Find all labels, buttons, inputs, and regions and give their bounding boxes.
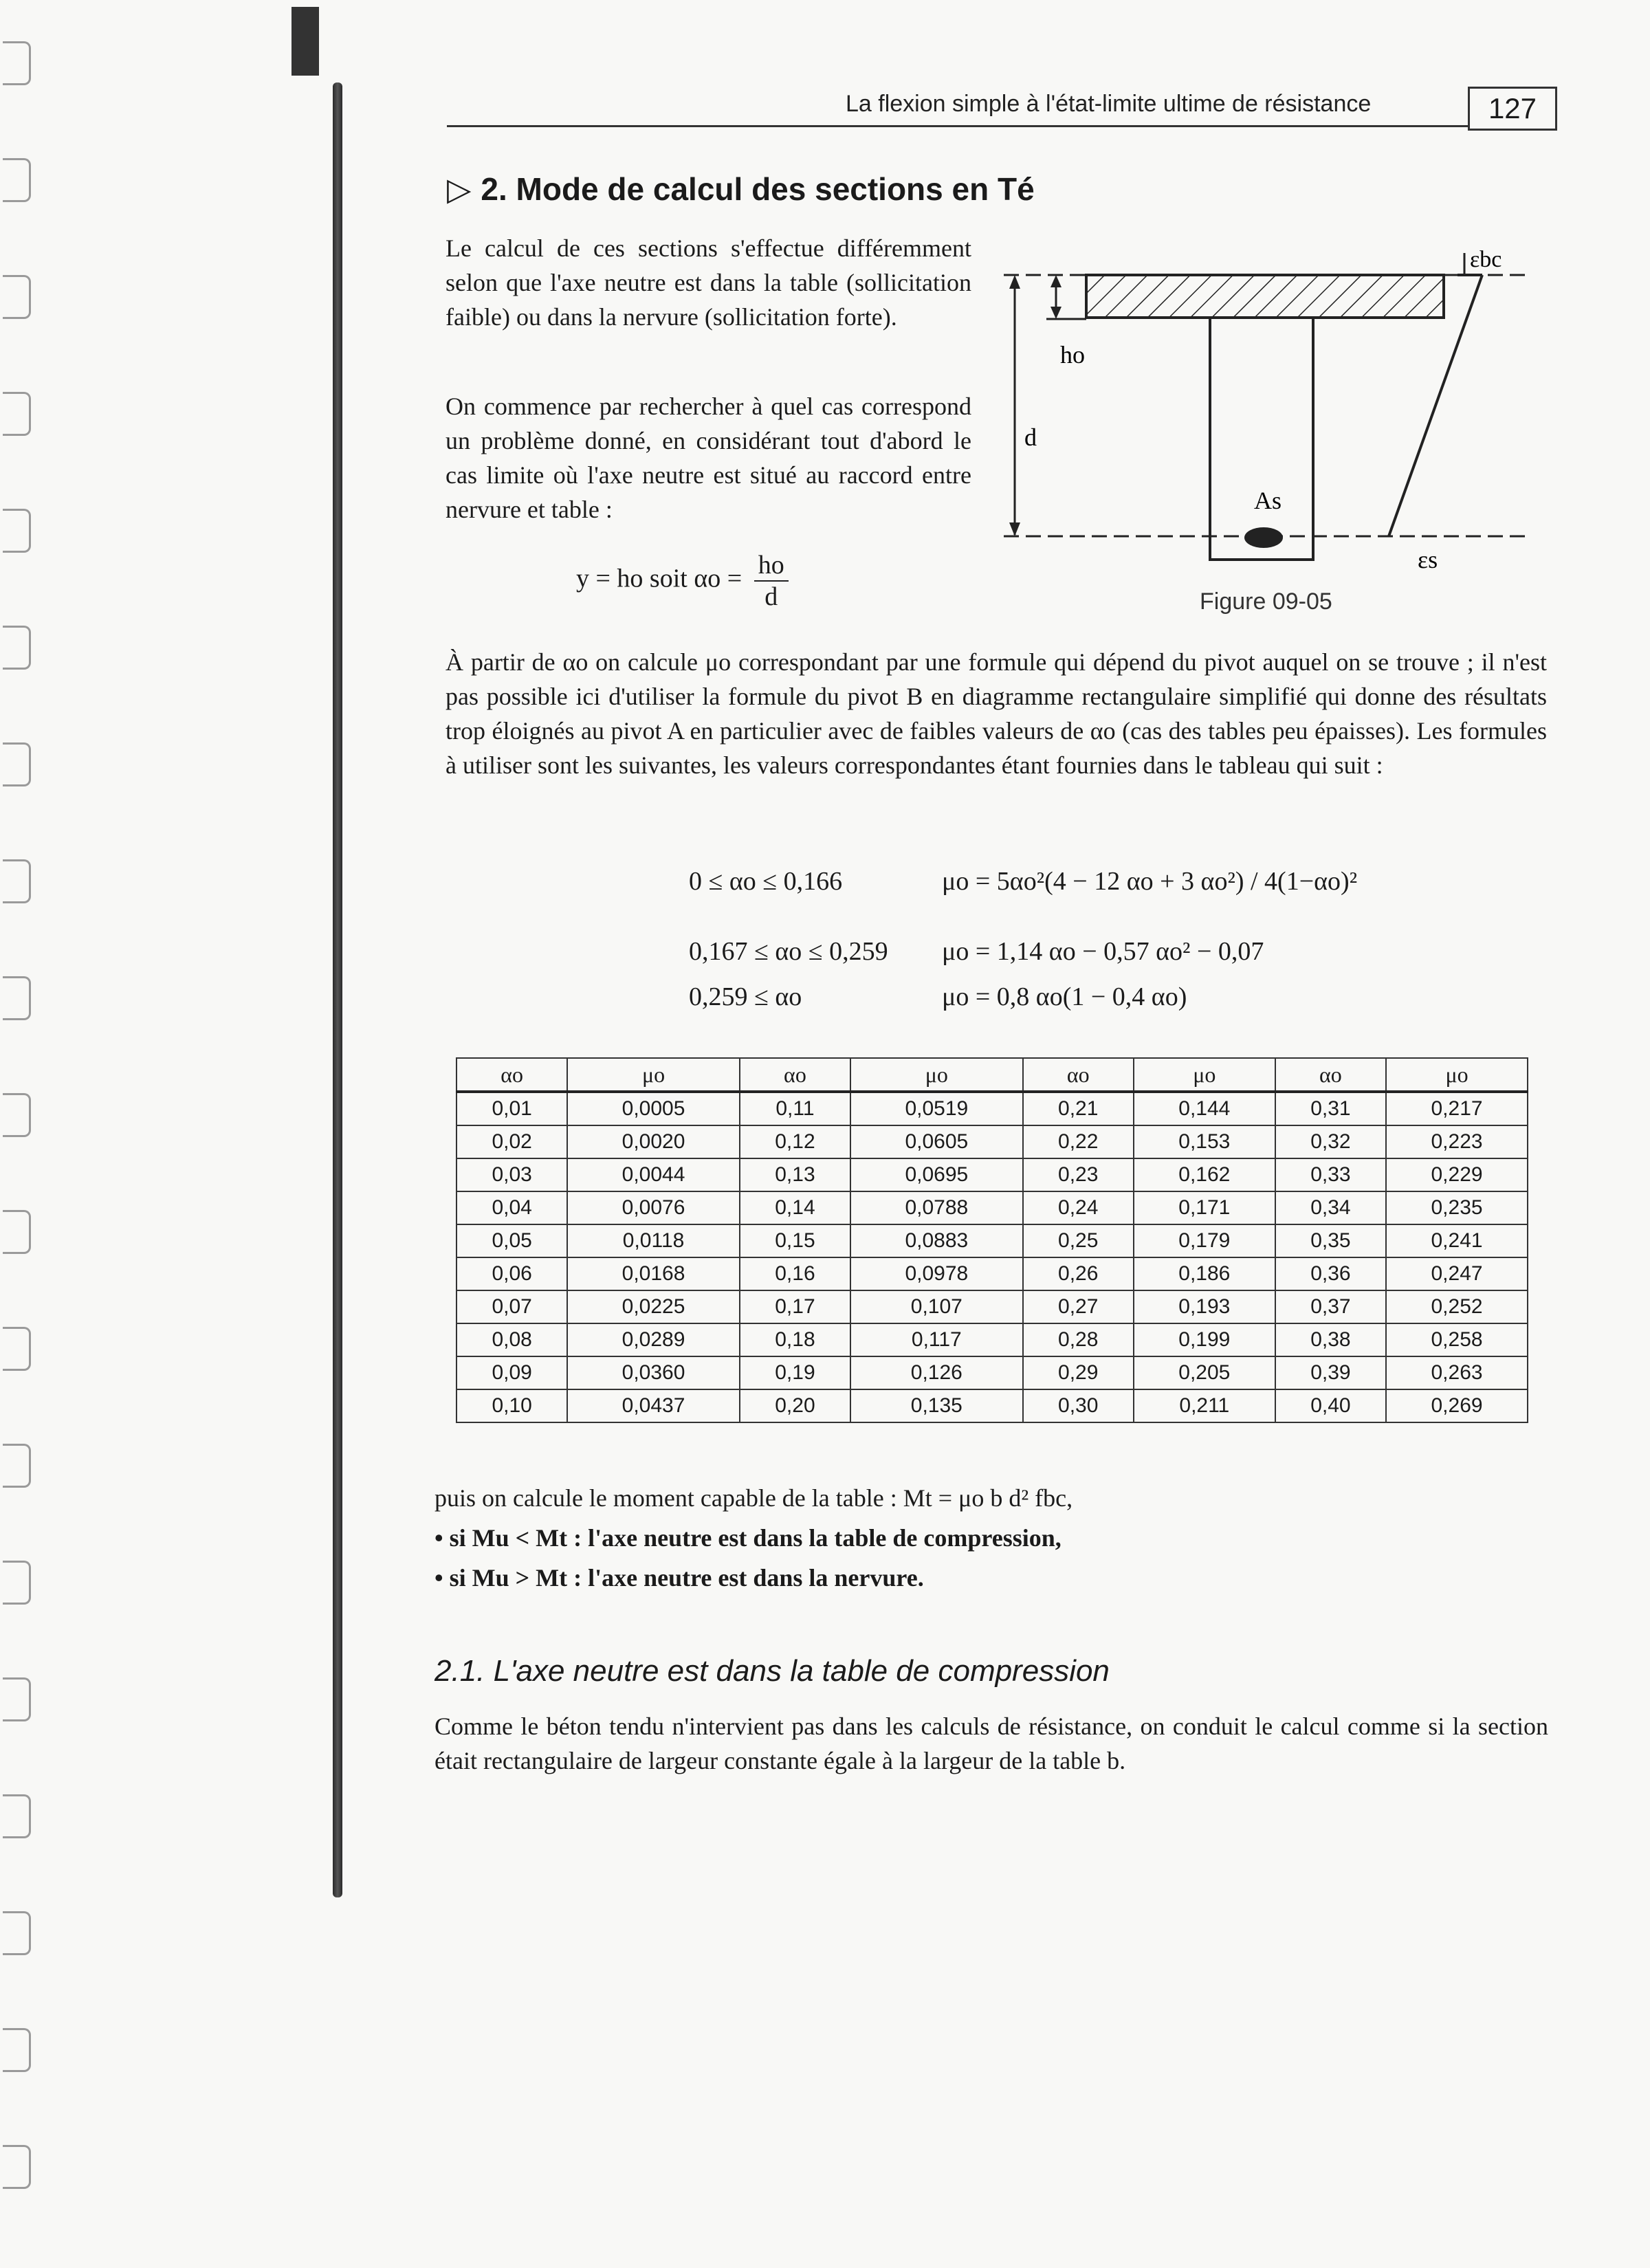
table-cell: 0,03 xyxy=(456,1158,567,1191)
t-section-figure xyxy=(990,239,1540,573)
table-cell: 0,135 xyxy=(850,1389,1022,1422)
table-row xyxy=(456,1290,1528,1323)
formula-3: μo = 0,8 αo(1 − 0,4 αo) xyxy=(942,982,1187,1011)
page-number: 127 xyxy=(1468,87,1557,131)
table-row xyxy=(456,1389,1528,1422)
triangle-icon: ▷ xyxy=(447,171,472,207)
bullet-nervure: • si Mu > Mt : l'axe neutre est dans la nervure. xyxy=(434,1564,924,1592)
table-cell: 0,0005 xyxy=(567,1092,739,1125)
table-header: αo xyxy=(1275,1058,1386,1092)
table-cell: 0,21 xyxy=(1023,1092,1134,1125)
table-cell: 0,12 xyxy=(740,1125,850,1158)
table-cell: 0,24 xyxy=(1023,1191,1134,1224)
table-cell: 0,31 xyxy=(1275,1092,1386,1125)
table-cell: 0,229 xyxy=(1386,1158,1528,1191)
bullet-table: • si Mu < Mt : l'axe neutre est dans la table de compression, xyxy=(434,1524,1062,1552)
table-row xyxy=(456,1191,1528,1224)
table-cell: 0,34 xyxy=(1275,1191,1386,1224)
table-cell: 0,199 xyxy=(1134,1323,1275,1356)
table-cell: 0,05 xyxy=(456,1224,567,1257)
subsection-title: 2.1. L'axe neutre est dans la table de compression xyxy=(434,1654,1110,1688)
table-header: αo xyxy=(456,1058,567,1092)
table-cell: 0,144 xyxy=(1134,1092,1275,1125)
label-as: As xyxy=(1254,487,1282,514)
table-cell: 0,179 xyxy=(1134,1224,1275,1257)
table-cell: 0,23 xyxy=(1023,1158,1134,1191)
paragraph-formulas-intro: À partir de αo on calcule μo correspondant par une formule qui dépend du pivot auquel on se trouve ; il n'est pas possible ici d'utiliser la formule du pivot B en diagramme rectangulaire simplifié qui donne des résultats trop éloignés au pivot A en particulier avec de faibles valeurs de αo (cas des tables peu épaisses). Les formules à utiliser sont les suivantes, les valeurs correspondantes étant fournies dans le tableau qui suit : xyxy=(446,648,1547,779)
figure-caption: Figure 09-05 xyxy=(1200,588,1332,615)
formula-condition-3: 0,259 ≤ αo xyxy=(689,982,802,1011)
table-cell: 0,171 xyxy=(1134,1191,1275,1224)
table-cell: 0,20 xyxy=(740,1389,850,1422)
table-cell: 0,235 xyxy=(1386,1191,1528,1224)
binding-spine xyxy=(333,82,342,1897)
binding-clip xyxy=(292,7,319,76)
table-row xyxy=(456,1125,1528,1158)
table-cell: 0,37 xyxy=(1275,1290,1386,1323)
paragraph-intro: Le calcul de ces sections s'effectue différemment selon que l'axe neutre est dans la table (sollicitation faible) ou dans la nervure (sollicitation forte). xyxy=(446,234,971,331)
equation-lhs: y = ho soit αo = xyxy=(576,564,742,593)
formula-condition-2: 0,167 ≤ αo ≤ 0,259 xyxy=(689,937,888,966)
table-cell: 0,0695 xyxy=(850,1158,1022,1191)
table-cell: 0,252 xyxy=(1386,1290,1528,1323)
table-cell: 0,29 xyxy=(1023,1356,1134,1389)
table-cell: 0,35 xyxy=(1275,1224,1386,1257)
table-row xyxy=(456,1257,1528,1290)
table-cell: 0,126 xyxy=(850,1356,1022,1389)
table-cell: 0,11 xyxy=(740,1092,850,1125)
paragraph-case: On commence par rechercher à quel cas correspond un problème donné, en considérant tout d'abord le cas limite où l'axe neutre est situé au raccord entre nervure et table : xyxy=(446,393,971,523)
table-cell: 0,09 xyxy=(456,1356,567,1389)
label-d: d xyxy=(1024,423,1037,451)
label-es: εs xyxy=(1418,546,1438,573)
table-cell: 0,33 xyxy=(1275,1158,1386,1191)
table-cell: 0,0076 xyxy=(567,1191,739,1224)
table-cell: 0,0605 xyxy=(850,1125,1022,1158)
table-cell: 0,40 xyxy=(1275,1389,1386,1422)
alpha-mu-table xyxy=(456,1057,1528,1423)
table-header: αo xyxy=(1023,1058,1134,1092)
table-cell: 0,10 xyxy=(456,1389,567,1422)
section-title-text: 2. Mode de calcul des sections en Té xyxy=(481,171,1035,207)
table-cell: 0,0289 xyxy=(567,1323,739,1356)
table-cell: 0,28 xyxy=(1023,1323,1134,1356)
table-cell: 0,26 xyxy=(1023,1257,1134,1290)
table-cell: 0,247 xyxy=(1386,1257,1528,1290)
table-cell: 0,241 xyxy=(1386,1224,1528,1257)
table-cell: 0,0118 xyxy=(567,1224,739,1257)
table-cell: 0,16 xyxy=(740,1257,850,1290)
table-cell: 0,32 xyxy=(1275,1125,1386,1158)
table-row xyxy=(456,1356,1528,1389)
table-cell: 0,38 xyxy=(1275,1323,1386,1356)
table-cell: 0,0437 xyxy=(567,1389,739,1422)
table-cell: 0,25 xyxy=(1023,1224,1134,1257)
label-ho: ho xyxy=(1060,341,1085,368)
table-cell: 0,27 xyxy=(1023,1290,1134,1323)
table-row xyxy=(456,1323,1528,1356)
table-cell: 0,22 xyxy=(1023,1125,1134,1158)
table-cell: 0,205 xyxy=(1134,1356,1275,1389)
table-cell: 0,107 xyxy=(850,1290,1022,1323)
table-row xyxy=(456,1092,1528,1125)
table-cell: 0,15 xyxy=(740,1224,850,1257)
table-cell: 0,0020 xyxy=(567,1125,739,1158)
table-cell: 0,217 xyxy=(1386,1092,1528,1125)
table-cell: 0,263 xyxy=(1386,1356,1528,1389)
table-cell: 0,0883 xyxy=(850,1224,1022,1257)
table-cell: 0,30 xyxy=(1023,1389,1134,1422)
table-cell: 0,211 xyxy=(1134,1389,1275,1422)
table-cell: 0,0044 xyxy=(567,1158,739,1191)
header-rule xyxy=(447,125,1468,127)
table-header: μo xyxy=(567,1058,739,1092)
table-cell: 0,0225 xyxy=(567,1290,739,1323)
table-header-row xyxy=(456,1058,1528,1092)
table-cell: 0,117 xyxy=(850,1323,1022,1356)
table-cell: 0,06 xyxy=(456,1257,567,1290)
table-cell: 0,13 xyxy=(740,1158,850,1191)
equation-denominator: d xyxy=(764,582,778,611)
equation-numerator: ho xyxy=(754,550,789,582)
table-row xyxy=(456,1158,1528,1191)
table-cell: 0,193 xyxy=(1134,1290,1275,1323)
table-cell: 0,19 xyxy=(740,1356,850,1389)
table-cell: 0,18 xyxy=(740,1323,850,1356)
table-header: αo xyxy=(740,1058,850,1092)
table-cell: 0,02 xyxy=(456,1125,567,1158)
table-cell: 0,0519 xyxy=(850,1092,1022,1125)
table-cell: 0,14 xyxy=(740,1191,850,1224)
table-cell: 0,0168 xyxy=(567,1257,739,1290)
formula-condition-1: 0 ≤ αo ≤ 0,166 xyxy=(689,867,843,896)
table-cell: 0,153 xyxy=(1134,1125,1275,1158)
formula-2: μo = 1,14 αo − 0,57 αo² − 0,07 xyxy=(942,937,1264,966)
table-cell: 0,36 xyxy=(1275,1257,1386,1290)
table-row xyxy=(456,1224,1528,1257)
label-ebc: εbc xyxy=(1470,247,1502,272)
table-cell: 0,07 xyxy=(456,1290,567,1323)
table-cell: 0,01 xyxy=(456,1092,567,1125)
table-cell: 0,04 xyxy=(456,1191,567,1224)
equation-alpha xyxy=(576,550,789,612)
table-header: μo xyxy=(1134,1058,1275,1092)
table-cell: 0,0978 xyxy=(850,1257,1022,1290)
table-cell: 0,0788 xyxy=(850,1191,1022,1224)
table-cell: 0,08 xyxy=(456,1323,567,1356)
equation-fraction xyxy=(754,550,789,612)
table-cell: 0,0360 xyxy=(567,1356,739,1389)
table-cell: 0,17 xyxy=(740,1290,850,1323)
binder-holes xyxy=(0,0,41,2268)
table-cell: 0,223 xyxy=(1386,1125,1528,1158)
table-cell: 0,186 xyxy=(1134,1257,1275,1290)
table-header: μo xyxy=(850,1058,1022,1092)
running-header: La flexion simple à l'état-limite ultime de résistance xyxy=(846,91,1372,117)
table-cell: 0,39 xyxy=(1275,1356,1386,1389)
table-header: μo xyxy=(1386,1058,1528,1092)
paragraph-rectangular: Comme le béton tendu n'intervient pas dans les calculs de résistance, on conduit le calcul comme si la section était rectangulaire de largeur constante égale à la largeur de la table b. xyxy=(434,1713,1548,1774)
formula-1: μo = 5αo²(4 − 12 αo + 3 αo²) / 4(1−αo)² xyxy=(942,867,1358,896)
table-cell: 0,258 xyxy=(1386,1323,1528,1356)
table-cell: 0,269 xyxy=(1386,1389,1528,1422)
section-title xyxy=(447,170,1035,208)
table-cell: 0,162 xyxy=(1134,1158,1275,1191)
moment-line: puis on calcule le moment capable de la table : Mt = μo b d² fbc, xyxy=(434,1484,1073,1512)
